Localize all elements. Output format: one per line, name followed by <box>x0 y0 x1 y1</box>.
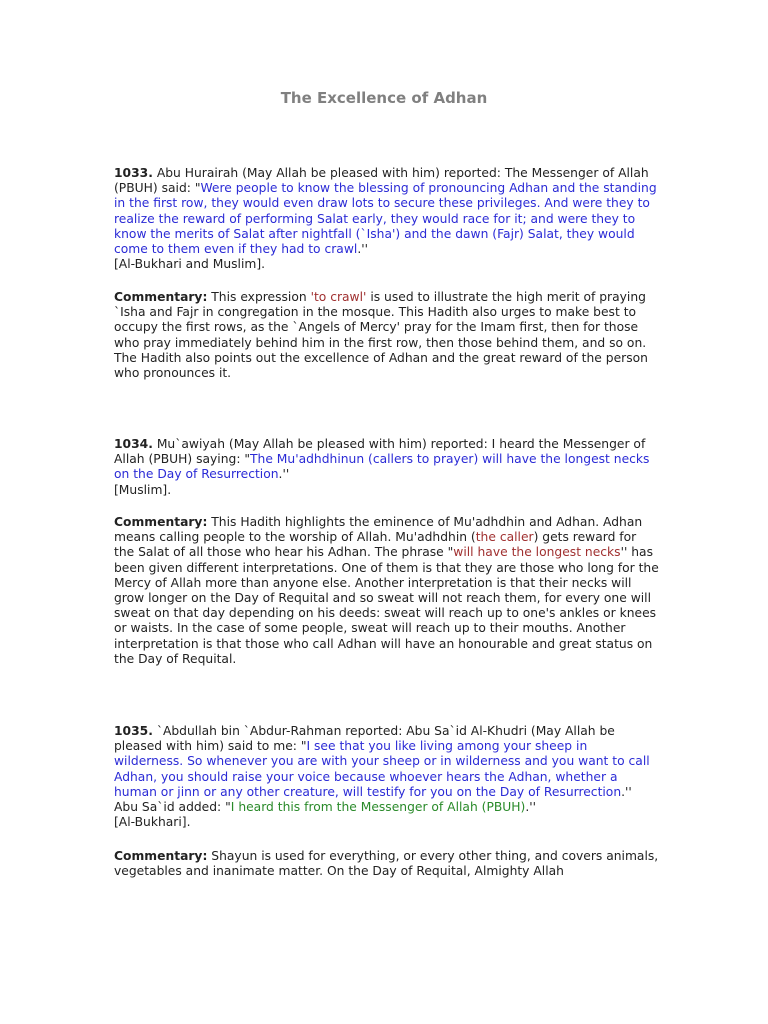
hadith-number: 1033. <box>114 166 153 180</box>
commentary-label: Commentary: <box>114 849 208 863</box>
hadith-source: [Al-Bukhari]. <box>114 815 191 830</box>
page-title: The Excellence of Adhan <box>280 89 488 107</box>
hadith-1035 <box>114 724 659 830</box>
hadith-1033 <box>114 166 659 272</box>
added-quote: I heard this from the Messenger of Allah (PBUH) <box>230 800 526 815</box>
commentary-part: This Hadith highlights the eminence of Mu'adhdhin and Adhan. Adhan means calling people to the worship of Allah. Mu'adhdhin ( <box>114 515 643 545</box>
hadith-intro: Abu Hurairah (May Allah be pleased with him) reported: The Messenger of Allah (PBUH) said: " <box>114 166 649 196</box>
commentary-part: is used to illustrate the high merit of praying `Isha and Fajr in congregation in the mosque. This Hadith also urges to make best to occupy the first rows, as the `Angels of Mercy' pray for the Imam first, then for those who pray immediately behind him in the first row, then those behind them, and so on. The Hadith also points out the excellence of Adhan and the great reward of the person who pronounces it. <box>114 290 648 381</box>
hadith-quote: The Mu'adhdhinun (callers to prayer) will have the longest necks on the Day of Resurrection <box>114 452 650 482</box>
commentary-label: Commentary: <box>114 515 208 529</box>
commentary-1035 <box>114 849 659 879</box>
hadith-text <box>114 437 659 498</box>
hadith-source: [Muslim]. <box>114 482 172 497</box>
commentary-part: Shayun is used for everything, or every other thing, and covers animals, vegetables and inanimate matter. On the Day of Requital, Almighty Allah <box>114 849 659 879</box>
hadith-quote: Were people to know the blessing of pronouncing Adhan and the standing in the first row, they would even draw lots to secure these privileges. And were they to realize the reward of performing Salat early, they would race for it; and were they to know the merits of Salat after nightfall (`Isha') and the dawn (Fajr) Salat, they would come to them even if they had to crawl <box>114 181 657 257</box>
added-end: .'' <box>525 800 537 815</box>
commentary-text <box>114 849 659 879</box>
commentary-part: '' has been given different interpretations. One of them is that they are those who long for the Mercy of Allah more than anyone else. Another interpretation is that their necks will grow longer on the Day of Requital and so sweat will not reach them, for every one will sweat on that day depending on his deeds: sweat will reach up to one's ankles or knees or waists. In the case of some people, sweat will reach up to their mouths. Another interpretation is that those who call Adhan will have an honourable and great status on the Day of Requital. <box>114 545 659 666</box>
commentary-highlight: the caller <box>475 530 534 545</box>
hadith-number: 1034. <box>114 437 153 451</box>
hadith-1034 <box>114 437 659 498</box>
commentary-part: This expression <box>207 290 311 304</box>
commentary-highlight: will have the longest necks <box>453 545 621 560</box>
hadith-text <box>114 166 659 272</box>
hadith-intro: `Abdullah bin `Abdur-Rahman reported: Abu Sa`id Al-Khudri (May Allah be pleased with him) said to me: " <box>114 724 615 754</box>
added-intro: Abu Sa`id added: " <box>114 800 231 815</box>
commentary-highlight: 'to crawl' <box>310 290 367 304</box>
commentary-text <box>114 515 659 667</box>
commentary-1033 <box>114 290 659 381</box>
commentary-label: Commentary: <box>114 290 208 304</box>
hadith-text <box>114 724 659 830</box>
commentary-text <box>114 290 659 381</box>
hadith-source: [Al-Bukhari and Muslim]. <box>114 257 266 272</box>
quote-end: .'' <box>278 467 290 482</box>
commentary-1034 <box>114 515 659 667</box>
commentary-part: ) gets reward for the Salat of all those who hear his Adhan. The phrase " <box>114 530 637 560</box>
hadith-number: 1035. <box>114 724 153 738</box>
quote-end: .'' <box>621 784 632 799</box>
hadith-quote: I see that you like living among your sheep in wilderness. So whenever you are with your sheep or in wilderness and you want to call Adhan, you should raise your voice because whoever hears the Adhan, whether a human or jinn or any other creature, will testify for you on the Day of Resurrection <box>114 739 650 799</box>
quote-end: .'' <box>357 242 368 257</box>
hadith-intro: Mu`awiyah (May Allah be pleased with him) reported: I heard the Messenger of Allah (PBUH) saying: " <box>114 437 646 467</box>
